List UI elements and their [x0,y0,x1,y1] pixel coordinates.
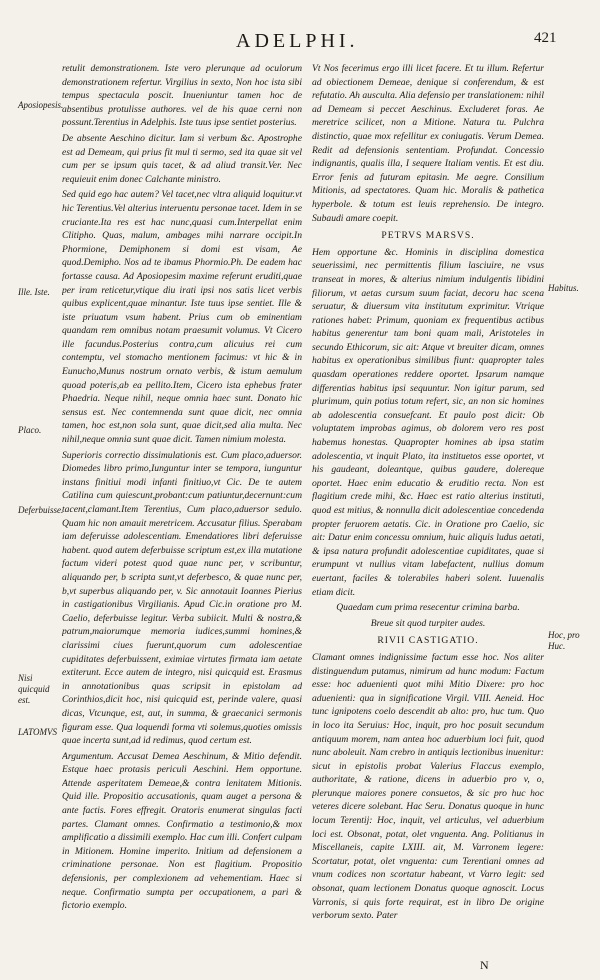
commentary-paragraph: Sed quid ego hac autem? Vel tacet,nec vltra aliquid loquitur.vt hic Terentius.Vel alterius interuentu personae tacet. Idem in se cruciante.Ita res est hac nunc,quasi cum.Interpellat enim Clitipho. Quas, malum, ambages mihi narrare occipit.In Phormione, Demiphonem si domi est visam, Ae quod.Demipho. Nos ad te ibamus Phormio.Ph. De eadem hac fortasse causa. Ad Aposiopesim maxime referunt eruditi,quae per iram reticetur,vtique diu irati ipsi nos satis licet verbis quibus explicent,quae minantur. Iste tuus ipse sentiet. Ille & iste priuatum vsum habent. Prius cum ob eminentiam quandam rem omnibus notam praesumit volumus. Vt Cicero ille facundus.Posterius contra,cum alicuius rei cum contemptu, vel stomacho mentionem facimus: vt hic & in Eunucho,Munus nostrum ornato verbis, & istum aemulum quoad poteris,ab ea pellito.Item, Cicero ista ephebus frater Phaedria. Neque nihil, neque omnia haec sunt. Donato hic sensus est. Nec contemnenda sunt quae dicit, nec omnia tamen, hoc est,non sola sunt, quae dicit,sed alia multa. Nec nihil,neque omnia sunt quae dicit. Tamen nimium molesta. [62,189,302,446]
page-number: 421 [534,30,557,46]
margin-note-hoc-pro-huc: Hoc, pro Huc. [548,630,580,651]
margin-note-latomus: LATOMVS [18,727,58,737]
commentary-paragraph: retulit demonstrationem. Iste vero plerunque ad oculorum demonstrationem refertur. Virgilius in sexto, Non hoc ista sibi tempus spectacula poscit. Inueniuntur tamen hoc de absentibus protulisse authores. vel de his quae cerni non possunt.Terentius in Adelphis. Iste tuus ipse sentiet posterius. [62,63,302,129]
running-title: ADELPHI. [236,30,359,52]
verse-line: Quaedam cum prima resecentur crimina barba. [336,602,520,614]
commentary-paragraph: Clamant omnes indignissime factum esse hoc. Nos aliter distinguendum putamus, nimirum ad hunc modum: Factum esse: hoc aduenienti quot mihi Mitio Dixere: pro hoc aduenienti: qua in significatione Virgil. VIII. Aeneid. Hoc tunc ignipotens coelo descendit ab alto: pro, huc tum. Quo in loco ita Seruius: Hoc, inquit, pro hoc posuit secundum antiquum morem, nam antea hoc aduerbium loci fuit, quod nunc aboleuit. Nam crebro in antiquis lectionibus inuenitur: sicut in epistolis probat Valerius Flaccus exemplo, authoritate, & ratione, dicens in aduerbio pro v, o, plerunque maiores ponere consuetos, & sic pro huc hoc veteres dicere solebant. Hac Seru. Donatus quoque in hunc locum Terentij: Hoc, inquit, vel articulus, vel aduerbium loci est. Obsonat, potat, olet vnguenta. Ang. Politianus in Miscellaneis, capite LXIII. ait, M. Varronem legere: Scortatur, potat, olet vnguenta: cum Terentiani omnes ad vnum codices non scortatur habeant, vt Varro legit: sed obsonat, quam lectionem Donatus quoque agnoscit. Locus Varronis, si quis forte requirat, est in libro De origine verborum sexto. Pater [312,651,544,922]
commentary-paragraph: Superioris correctio dissimulationis est. Cum placo,aduersor. Diomedes libro primo,Iunguntur inter se tempora, iunguntur instans finitiui modi infanti finitiuo,vt Cic. De te autem Catilina cum quiescunt,probant:cum patiuntur,decernunt:cum tacent,clamant.Item Terentius, Cum placo,aduersor sedulo. Quam hic non amauit meretricem. Accusatur filius. Sperabam iam deferuisse adolescentiam. Emendatiores libri deferuisse habent. quod autem deferbuisse scriptum est,ex illa mutatione factum videri potest quod quae nunc per, v scribuntur, aliquando per, b scripta sunt,vt deferbesco, & quae nunc per, b,vt superbus aliquando per, v. Sic annotauit Ioannes Pierius in castigationibus Virgilianis. Apud Cic.in oratione pro M. Caelio, deferbuisse legitur. Verba subiicit. Multi & nostra,& patrum,maiorumque memoria iudices,summi homines,& clarissimi ciues fuerunt,quorum cum adolescentiae cupiditates deferbuissent, eximiae virtutes firmata iam aetate extiterunt. Ecce autem de integro, nisi quicquid est. Erasmus in annotationibus quas scripsit in epistolam ad Corinthios,dicit hoc, nisi quicquid est, perinde valere, quasi dicas, Vtcunque, est, aut, in summa, & graecanici sermonis figuram esse. Qua loquendi forma vti solemus,quoties omissis quae incerta sunt,ad id redimus, quod certum est. [62,449,302,747]
margin-note-aposiopesis: Aposiopesis. [18,100,64,110]
section-heading-marsus: PETRVS MARSVS. [381,230,475,242]
commentary-paragraph: Argumentum. Accusat Demea Aeschinum, & Mitio defendit. Estque haec protasis periculi Aeschini. Hem opportune. Attende asperitatem Demeae,& contra lenitatem Mitionis. Quid ille. Propositio accusationis, quam auget a persona & ante factis. Fores effregit. Oratoris enumerat singulas facti partes. Clamant omnes. Confirmatio a testimonio,& mox amplificatio a dissimili exemplo. Hac cum illi. Confert culpam in Mitionem. Homine imperito. Initium ad defensionem a criminatione personae. Non est flagitium. Propositio defensionis, per complexionem ad vehementiam. Haec si neque. Confirmatio sumpta per occupationem, a pari & fictorio exemplo. [62,750,302,912]
margin-note-nisi-quicquid: Nisi quicquid est. [18,673,50,705]
margin-note-placo: Placo. [18,425,42,435]
verse-line: Breue sit quod turpiter audes. [370,617,486,629]
signature-mark: N [480,958,489,972]
section-heading-rivius: RIVII CASTIGATIO. [377,635,479,647]
commentary-paragraph: Vt Nos fecerimus ergo illi licet facere. Et tu illum. Refertur ad obiectionem Demeae, denique si conferendum, & est refutatio. Ah ausculta. Alia defensio per translationem: nihil ad Demeam si peccet Aeschinus. Excluderet foras. Ae meretrice scilicet, non a Mitione. Natura tu. Pulchra distinctio, quae mox refellitur ex coniugatis. Verum Demea. Redit ad defensionis sententiam. Profundat. Concessio indignantis, qualis illa, I sequere Italiam ventis. Et est diu. Error fenis ad futuram epitasin. Me aegre. Consilium Mitionis, ad spectatores. Quam hic. Moralis & pathetica hyperbole. & totum est leuis reprehensio. De integro. Subaudi amare coepit. [312,63,544,224]
margin-note-ille-iste: Ille. Iste. [18,287,50,297]
right-column [312,62,544,952]
margin-note-habitus: Habitus. [548,283,579,293]
running-head [0,8,600,52]
commentary-paragraph: De absente Aeschino dicitur. Iam si verbum &c. Apostrophe est ad Demeam, qui prius fit mul ti sermo, sed ita quae sit vel cum per se ipsum quis tacet, & ad aliud transit.Ver. Nec requieuit enim donec Calchante ministro. [62,132,302,185]
margin-note-deferbuisse: Deferbuisse. [18,505,64,515]
commentary-paragraph: Hem opportune &c. Hominis in disciplina domestica seuerissimi, nec permittentis filium lasciuire, ne vsus transeat in mores, & alterius nimium indulgentis libidini filiorum, vt aetas cursum suum faciat, decoru hac scena seruatur, & diuersum vita institutum exprimitur. Vtrique rationes habet: Primum, quoniam ex frequentibus actibus habitus generentur tam boni quam mali, Aristoteles in secundo Ethicorum, sic ait: Atque vt breuiter dicam, omnes habitus ex operationibus similibus fiunt: quapropter tales quasdam operationes reddere oportet. Ipsarum namque differentias habitus ipsi sequuntur. Non igitur parum, sed plurimum, quin potius totum refert, sic, an non sic homines ab adolescentia consuefcant. Et paulo post dicit: Ob voluptatem improbas agimus, ob dolorem vero res post habemus honestas. Quapropter homines ab ipsa statim adolescentia, vt inquit Plato, ita instituetos esse oportet, vt his gaudeant, doleantque, quibus gaudere, dolereque oportet. Haec enim educatio & eruditio recta. Non est flagitium crede mihi, &c. Haec est ratio alterius instituti, quod est mitius, & nonnulla dicit adolescentiae concedenda propter feruorem aetatis. Cic. in Oratione pro Caelio, sic ait: Datur enim concessu omnium, huic aliquis ludus aetati, & ipsa natura profundit adolescentiae cupiditates, quae si erumpunt vt nullius vitam labefactent, nullius domum euertant, faciles & tolerabiles haberi solent. Iuuenalis etiam dicit. [312,246,544,598]
left-column [62,62,302,952]
